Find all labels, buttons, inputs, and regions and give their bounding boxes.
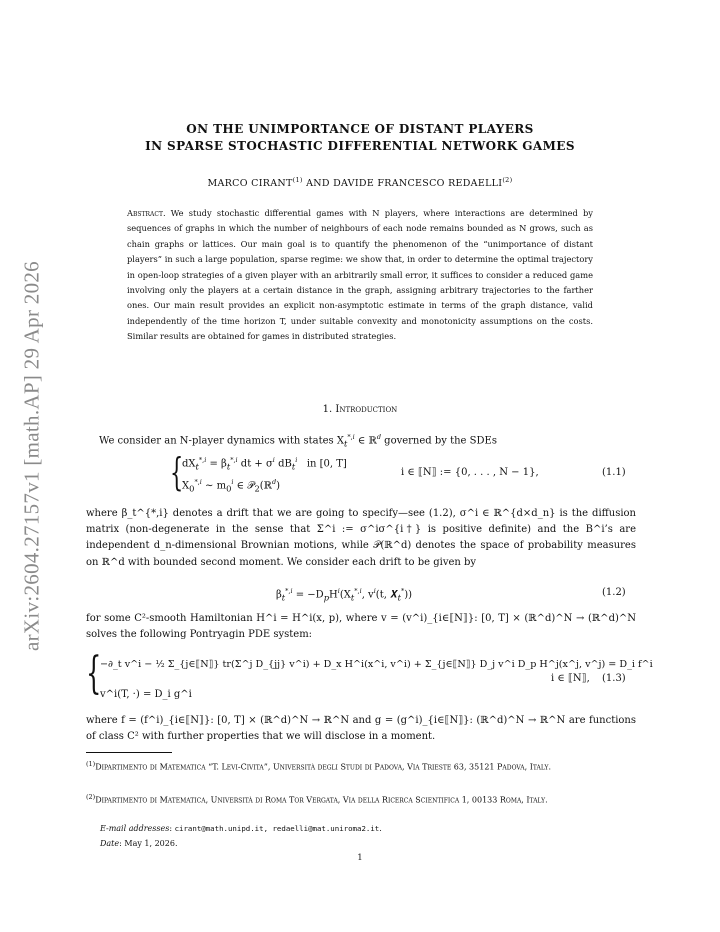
eq-1-1-l2-b: ∼ m <box>201 480 227 492</box>
arxiv-identifier: arXiv:2604.27157v1 [math.AP] 29 Apr 2026 <box>19 261 44 651</box>
footnote-affiliation-1 <box>86 757 638 775</box>
eq-1-2-b: = −D <box>292 589 324 601</box>
paragraph-hamiltonian: for some C²-smooth Hamiltonian H^i = H^i(x, p), where v = (v^i)_{i∈⟦N⟧}: [0, T] × (ℝ^d)^N → (ℝ^d)^N solves the following Pontryagin PDE system: <box>86 613 636 641</box>
eq-1-2-c: H <box>329 589 338 601</box>
eq-1-1-interval: in [0, T] <box>306 458 347 470</box>
intro-paragraph: We consider an N-player dynamics with states $X_t^{*,i}$ ∈ ℝ$^d$ governed by the SDEs <box>99 433 497 449</box>
eq-1-2: $\beta_t^{*,i} = -D_pH^i(X_t^{*,i}$, $v^i(t$, 𝑿$_t$*)) <box>276 587 413 603</box>
email-addresses: cirant@math.unipd.it, redaelli@mat.uniroma2.it <box>174 824 380 833</box>
eq-1-2-e: , v <box>361 589 374 601</box>
paper-title <box>0 121 720 155</box>
eq-1-1-l2-c: ∈ 𝒫 <box>233 480 255 492</box>
eq-1-1-index: i ∈ ⟦N⟧ := {0, . . . , N − 1}, <box>401 467 539 478</box>
eq-1-2-number: (1.2) <box>602 587 626 598</box>
author-1-affiliation-mark: (1) <box>292 176 303 184</box>
eq-1-1-l1-b: = β <box>206 458 227 470</box>
eq-1-1-brace: { <box>170 450 184 494</box>
eq-1-1-line-1: $dX_t^{*,i} = \beta_t^{*,i}$ dt + $\sigma^i$ $dB_t^i$ in [0, T] <box>182 456 347 472</box>
abstract-label: Abstract. <box>127 208 166 218</box>
abstract-text: We study stochastic differential games with N players, where interactions are determined by sequences of graphs in which the number of neighbours of each node remains bounded as N grows, such as chain graphs or lattices. Our main goal is to quantify the phenomenon of the “unimportance of distant players” in such a large population, sparse regime: we show that, in order to determine the optimal trajectory in open-loop strategies of a given player with an arbitrarily small error, it suffices to consider a reduced game involving only the players at a certain distance in the graph, assigning arbitrary trajectories to the farther ones. Our main result provides an explicit non-asymptotic estimate in terms of the graph distance, valid independently of the time horizon T, under suitable convexity and monotonicity assumptions on the costs. Similar results are obtained for games in distributed strategies. <box>127 208 593 342</box>
footnote-1-text: Dipartimento di Matematica “T. Levi-Civita”, Università degli Studi di Padova, Via Trieste 63, 35121 Padova, Italy. <box>95 762 551 772</box>
eq-1-3-number: (1.3) <box>602 673 626 684</box>
author-2-affiliation-mark: (2) <box>502 176 513 184</box>
authors <box>0 176 720 189</box>
footnote-affiliation-2 <box>86 790 638 808</box>
eq-1-3-brace: { <box>86 648 102 699</box>
email-label: E-mail addresses <box>100 824 170 833</box>
eq-1-1-l2-e: ) <box>276 480 281 492</box>
eq-1-3-line-2: v^i(T, ·) = D_i g^i <box>100 689 192 700</box>
date-value: May 1, 2026. <box>124 839 178 848</box>
eq-1-1-l1-d: dB <box>274 458 292 470</box>
title-line-2: IN SPARSE STOCHASTIC DIFFERENTIAL NETWORK GAMES <box>145 139 575 153</box>
date-label: Date <box>100 839 120 848</box>
footnote-2-text: Dipartimento di Matematica, Università di Roma Tor Vergata, Via della Ricerca Scientifica 1, 00133 Roma, Italy. <box>95 795 548 805</box>
intro-tail: governed by the SDEs <box>380 435 497 447</box>
footnote-2-mark: (2) <box>86 793 96 801</box>
abstract <box>127 206 593 345</box>
paragraph-costs: where f = (f^i)_{i∈⟦N⟧}: [0, T] × (ℝ^d)^N → ℝ^N and g = (g^i)_{i∈⟦N⟧}: (ℝ^d)^N → ℝ^N are functions of class C² with further properties that we will disclose in a moment. <box>86 715 636 743</box>
footnote-1-mark: (1) <box>86 760 96 768</box>
eq-1-2-g: )) <box>404 589 413 601</box>
paragraph-drift: where β_t^{*,i} denotes a drift that we are going to specify—see (1.2), σ^i ∈ ℝ^{d×d_n} is the diffusion matrix (non-degenerate in the sense that Σ^i := σ^iσ^{i†} is positive definite) and the B^i’s are independent d_n-dimensional Brownian motions, while 𝒫(ℝ^d) denotes the space of probability measures on ℝ^d with bounded second moment. We consider each drift to be given by <box>86 508 636 568</box>
eq-1-2-d: (X <box>339 589 351 601</box>
eq-1-1-l1-c: dt + σ <box>237 458 273 470</box>
arxiv-sidebar <box>10 246 54 666</box>
footnote-emails: E-mail addresses: cirant@math.unipd.it, redaelli@mat.uniroma2.it. <box>100 824 382 833</box>
intro-text: We consider an N-player dynamics with states X <box>99 435 344 447</box>
eq-1-2-f: (t, 𝑿 <box>375 589 398 601</box>
eq-1-3-index: i ∈ ⟦N⟧, <box>551 673 590 684</box>
eq-1-1-line-2: $X_0^{*,i}$ ∼ $m_0^i$ ∈ 𝒫$_2$(ℝ$^d$) <box>182 478 281 494</box>
page-number: 1 <box>357 853 363 863</box>
intro-space: ∈ ℝ <box>354 435 377 447</box>
author-1: MARCO CIRANT <box>207 178 293 190</box>
eq-1-1-number: (1.1) <box>602 467 626 478</box>
footnote-date: Date: May 1, 2026. <box>100 839 178 848</box>
section-heading-introduction: 1. Introduction <box>322 404 398 415</box>
eq-1-2-a: β <box>276 589 282 601</box>
eq-1-1-l2-a: X <box>182 480 190 492</box>
eq-1-1-l2-d: (ℝ <box>259 480 272 492</box>
eq-1-1-l1-a: dX <box>182 458 196 470</box>
footnote-rule <box>86 752 172 753</box>
title-line-1: ON THE UNIMPORTANCE OF DISTANT PLAYERS <box>186 122 534 136</box>
author-and: AND DAVIDE FRANCESCO REDAELLI <box>302 178 503 190</box>
eq-1-3-line-1: −∂_t v^i − ½ Σ_{j∈⟦N⟧} tr(Σ^j D_{jj} v^i) + D_x H^i(x^i, v^i) + Σ_{j∈⟦N⟧} D_j v^i D_p H^j(x^j, v^j) = D_i f^i <box>100 659 653 670</box>
